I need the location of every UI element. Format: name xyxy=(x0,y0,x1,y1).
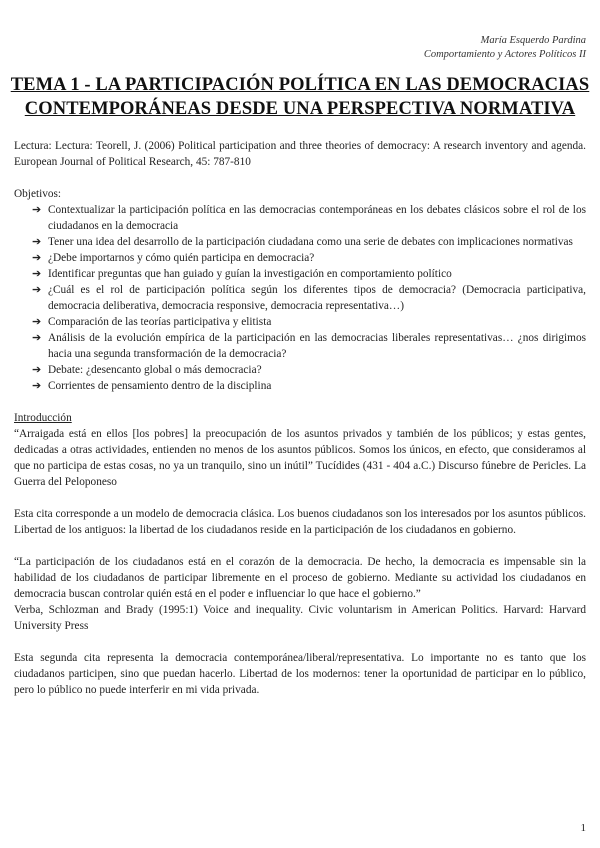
list-item: ➔ ¿Cuál es el rol de participación política según los diferentes tipos de democracia? (Democracia participativa, democracia deliberativa, democracia responsive, democracia representativa…) xyxy=(32,284,586,312)
list-item: ➔ Tener una idea del desarrollo de la participación ciudadana como una serie de debates con implicaciones normativas xyxy=(32,236,573,248)
list-item: ➔ Análisis de la evolución empírica de la participación en las democracias liberales representativas… ¿nos dirigimos hacia una segunda transformación de la democracia? xyxy=(32,332,586,360)
title-line-2: CONTEMPORÁNEAS DESDE UNA PERSPECTIVA NORMATIVA xyxy=(24,99,576,119)
list-item: ➔ Debate: ¿desencanto global o más democracia? xyxy=(32,364,262,376)
document-body xyxy=(14,138,586,698)
author-name: María Esquerdo Pardina xyxy=(480,35,586,46)
classical-democracy-paragraph: Esta cita corresponde a un modelo de democracia clásica. Los buenos ciudadanos son los interesados por los asuntos públicos. Libertad de los antiguos: la libertad de los ciudadanos reside en la participación de los ciudadanos en gobierno. xyxy=(14,508,586,536)
arrow-bullet-icon: ➔ xyxy=(32,284,42,296)
list-item: ➔ Comparación de las teorías participativa y elitista xyxy=(32,316,272,328)
arrow-bullet-icon: ➔ xyxy=(32,204,42,216)
list-item: ➔ Corrientes de pensamiento dentro de la disciplina xyxy=(32,380,272,392)
modern-democracy-paragraph: Esta segunda cita representa la democracia contemporánea/liberal/representativa. Lo importante no es tanto que los ciudadanos participen, sino que puedan hacerlo. Libertad de los modernos: tener la oportunidad de participar en lo público, pero lo público no puede interferir en mi vida privada. xyxy=(14,652,586,696)
introduction-heading: Introducción xyxy=(14,412,72,424)
arrow-bullet-icon: ➔ xyxy=(32,364,42,376)
arrow-bullet-icon: ➔ xyxy=(32,380,42,392)
objectives-heading: Objetivos: xyxy=(14,188,62,200)
document-title xyxy=(10,73,590,121)
list-item: ➔ ¿Debe importarnos y cómo quién participa en democracia? xyxy=(32,252,315,264)
page-number: 1 xyxy=(580,822,586,834)
arrow-bullet-icon: ➔ xyxy=(32,236,42,248)
verba-citation: Verba, Schlozman and Brady (1995:1) Voice and inequality. Civic voluntarism in American Politics. Harvard: Harvard University Press xyxy=(14,604,586,632)
arrow-bullet-icon: ➔ xyxy=(32,252,42,264)
pericles-quote: “Arraigada está en ellos [los pobres] la preocupación de los asuntos privados y también de los públicos; y estas gentes, dedicadas a otras actividades, entienden no menos de los asuntos públicos. Somos los únicos, en efecto, que consideramos al que no participa de estas cosas, no ya un tranquilo, sino un inútil” Tucídides (431 - 404 a.C.) Discurso fúnebre de Pericles. La Guerra del Peloponeso xyxy=(14,428,586,488)
objectives-list xyxy=(14,202,586,394)
list-item: ➔ Contextualizar la participación política en las democracias contemporáneas en los debates clásicos sobre el rol de los ciudadanos en la democracia xyxy=(32,204,586,232)
verba-quote: “La participación de los ciudadanos está en el corazón de la democracia. De hecho, la democracia es impensable sin la habilidad de los ciudadanos de participar libremente en el proceso de gobierno. Mediante su actividad los ciudadanos en democracia buscan controlar quién está en el poder e influenciar lo que hace el gobierno.” xyxy=(14,556,586,600)
arrow-bullet-icon: ➔ xyxy=(32,268,42,280)
arrow-bullet-icon: ➔ xyxy=(32,316,42,328)
reading-reference: Lectura: Lectura: Teorell, J. (2006) Political participation and three theories of democracy: A research inventory and agenda. European Journal of Political Research, 45: 787-810 xyxy=(14,140,586,168)
list-item: ➔ Identificar preguntas que han guiado y guían la investigación en comportamiento político xyxy=(32,268,452,280)
arrow-bullet-icon: ➔ xyxy=(32,332,42,344)
course-name: Comportamiento y Actores Políticos II xyxy=(423,49,586,60)
title-line-1: TEMA 1 - LA PARTICIPACIÓN POLÍTICA EN LAS DEMOCRACIAS xyxy=(10,75,590,95)
page-header xyxy=(424,34,586,62)
